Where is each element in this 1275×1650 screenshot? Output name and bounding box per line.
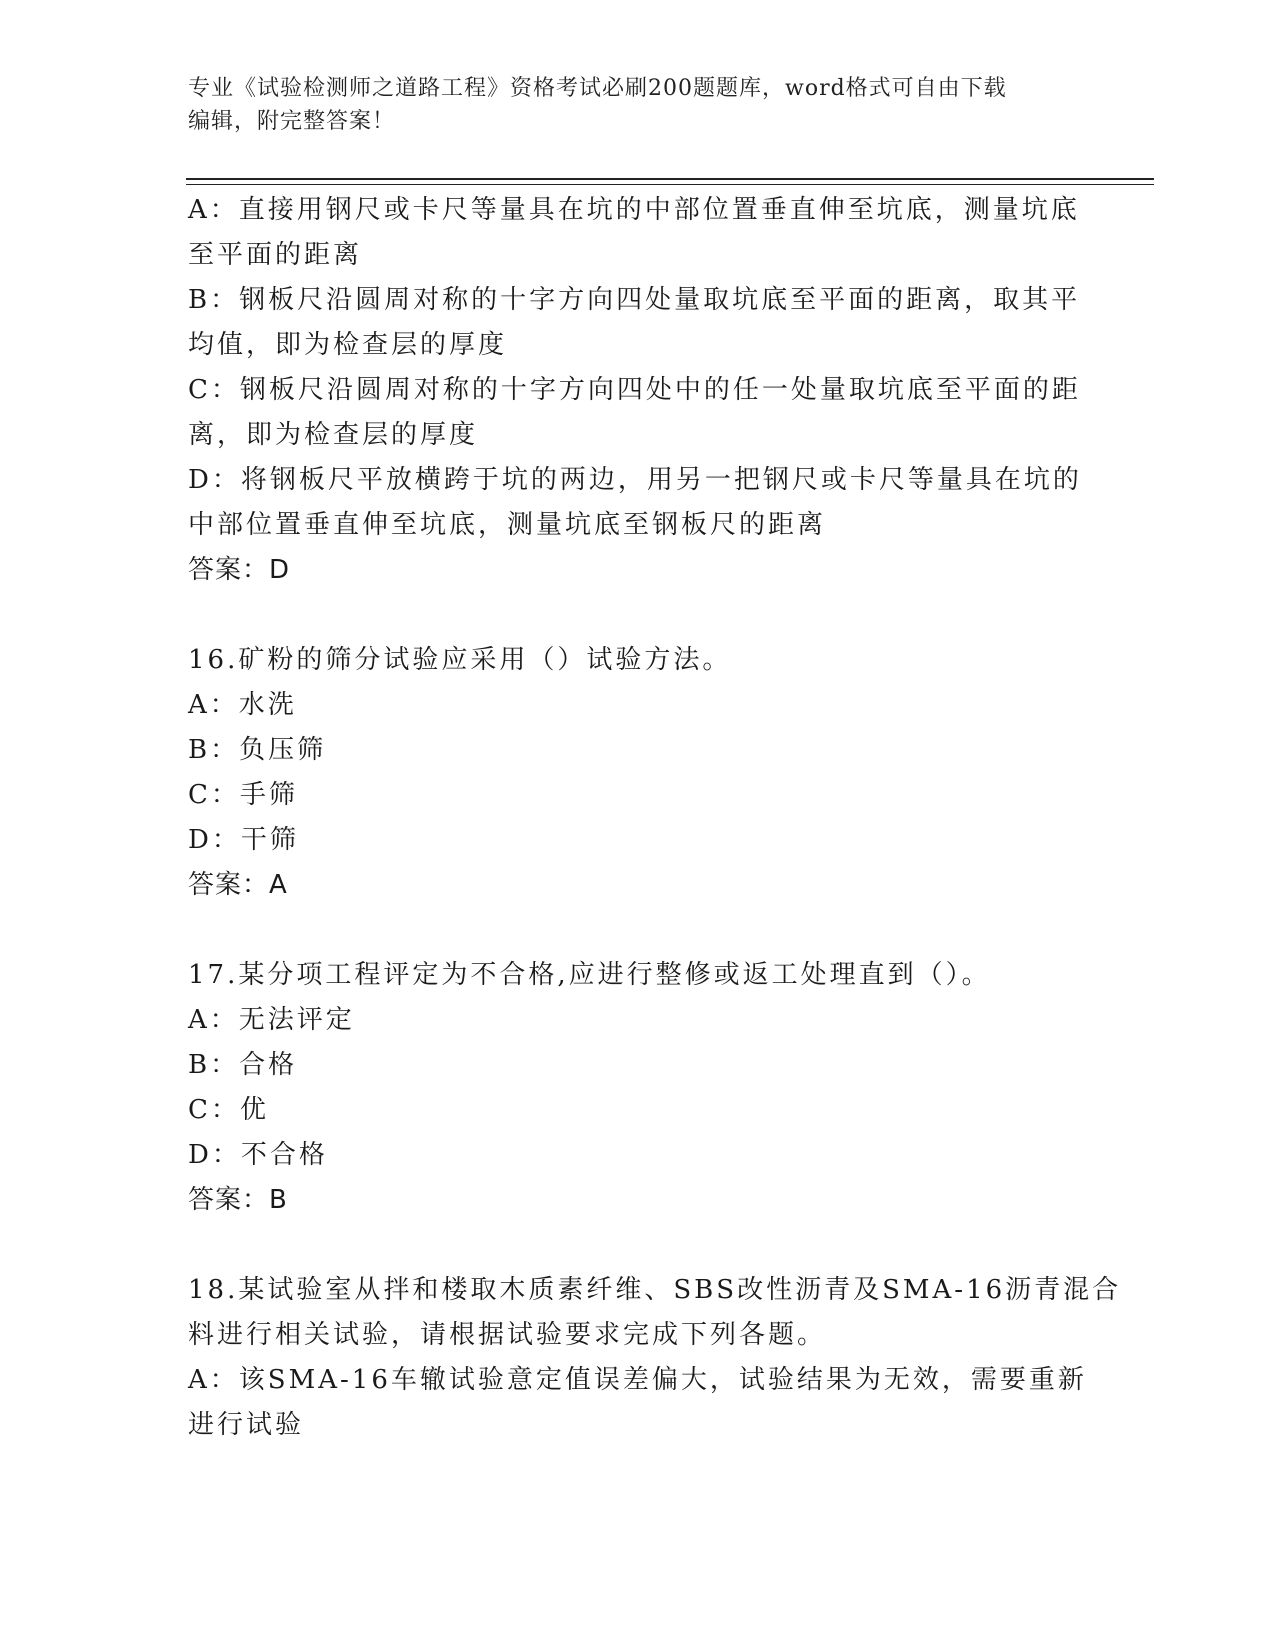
q18-option-a-line-2: 进行试验: [188, 1410, 305, 1440]
question-17-block: [188, 953, 1088, 1223]
spacer: [188, 1223, 1088, 1268]
q15-option-d-line-2: 中部位置垂直伸至坑底，测量坑底至钢板尺的距离: [188, 510, 827, 540]
q16-option-d: D：干筛: [188, 825, 299, 855]
q15-answer: 答案：D: [188, 555, 291, 585]
q15-option-a-line-2: 至平面的距离: [188, 240, 363, 270]
q16-option-b: B：负压筛: [188, 735, 327, 765]
q15-option-c-line-2: 离，即为检查层的厚度: [188, 420, 479, 450]
q15-option-c-line-1: C：钢板尺沿圆周对称的十字方向四处中的任一处量取坑底至平面的距: [188, 375, 1081, 405]
q17-option-b: B：合格: [188, 1050, 298, 1080]
q15-option-a-line-1: A：直接用钢尺或卡尺等量具在坑的中部位置垂直伸至坑底，测量坑底: [188, 195, 1080, 225]
q16-option-a: A：水洗: [188, 690, 297, 720]
header-line-2: 编辑，附完整答案！: [188, 109, 396, 134]
q16-question: 16.矿粉的筛分试验应采用（）试验方法。: [188, 645, 732, 675]
header-rule-thick: [186, 178, 1154, 180]
page-header: [188, 72, 1068, 138]
q17-option-d: D：不合格: [188, 1140, 328, 1170]
question-18-block: [188, 1268, 1122, 1448]
q18-question-line-2: 料进行相关试验，请根据试验要求完成下列各题。: [188, 1320, 827, 1350]
q17-answer: 答案：B: [188, 1185, 288, 1215]
q17-option-a: A：无法评定: [188, 1005, 355, 1035]
header-rule-thin: [186, 184, 1154, 185]
question-16-block: [188, 638, 1088, 908]
spacer: [188, 593, 1088, 638]
q15-option-d-line-1: D：将钢板尺平放横跨于坑的两边，用另一把钢尺或卡尺等量具在坑的: [188, 465, 1082, 495]
question-15-block: [188, 188, 1088, 593]
q16-option-c: C：手筛: [188, 780, 298, 810]
spacer: [188, 908, 1088, 953]
q15-option-b-line-2: 均值，即为检查层的厚度: [188, 330, 508, 360]
question-content: [188, 188, 1122, 1448]
q18-option-a-line-1: A：该SMA-16车辙试验意定值误差偏大，试验结果为无效，需要重新: [188, 1365, 1087, 1395]
q18-question-line-1: 18.某试验室从拌和楼取木质素纤维、SBS改性沥青及SMA-16沥青混合: [188, 1275, 1122, 1305]
q16-answer: 答案：A: [188, 870, 288, 900]
header-line-1: 专业《试验检测师之道路工程》资格考试必刷200题题库，word格式可自由下载: [188, 76, 1007, 101]
q17-option-c: C：优: [188, 1095, 269, 1125]
q15-option-b-line-1: B：钢板尺沿圆周对称的十字方向四处量取坑底至平面的距离，取其平: [188, 285, 1081, 315]
q17-question: 17.某分项工程评定为不合格,应进行整修或返工处理直到（）。: [188, 960, 991, 990]
